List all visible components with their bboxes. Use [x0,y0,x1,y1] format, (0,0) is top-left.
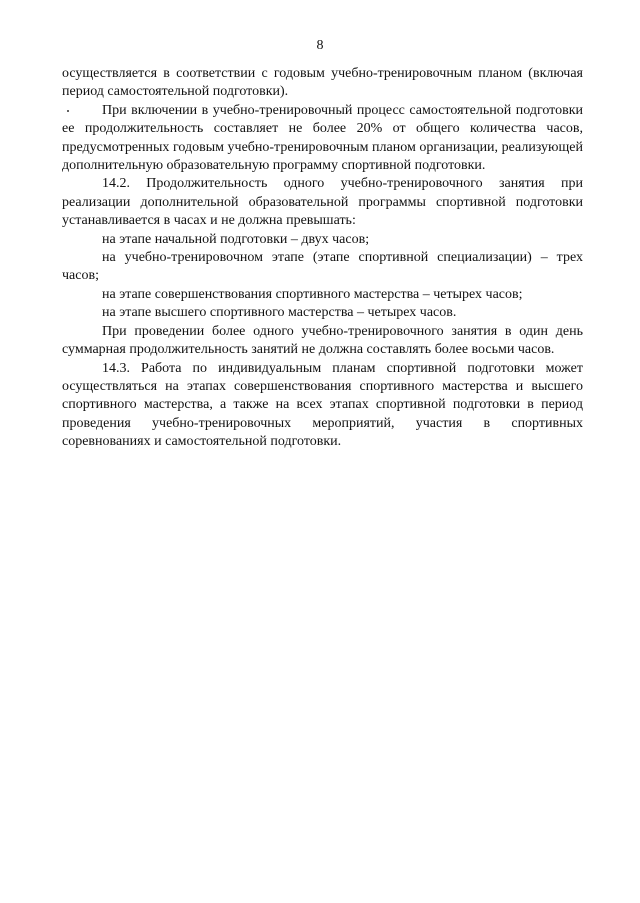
paragraph: При проведении более одного учебно-тренировочного занятия в один день суммарная продолжительность занятий не должна составлять более восьми часов. [62,323,583,358]
paragraph: При включении в учебно-тренировочный процесс самостоятельной подготовки ее продолжительность составляет не более 20% от общего количества часов, предусмотренных годовым учебно-тренировочным планом организации, реализующей дополнительную образовательную программу спортивной подготовки. [62,102,583,174]
paragraph: осуществляется в соответствии с годовым учебно-тренировочным планом (включая период самостоятельной подготовки). [62,66,583,100]
paragraph: на этапе совершенствования спортивного мастерства – четырех часов; [102,286,523,302]
paragraph: 14.3. Работа по индивидуальным планам спортивной подготовки может осуществляться на этапах совершенствования спортивного мастерства и высшего спортивного мастерства, а также на всех этапах спортивной подготовки в период проведения учебно-тренировочных мероприятий, участия в спортивных соревнованиях и самостоятельной подготовки. [62,360,583,450]
paragraph: на этапе начальной подготовки – двух часов; [102,231,370,247]
page-number: 8 [316,38,324,53]
document-body [62,65,583,452]
paragraph: 14.2. Продолжительность одного учебно-тренировочного занятия при реализации дополнительной образовательной программы спортивной подготовки устанавливается в часах и не должна превышать: [62,176,583,229]
paragraph: на этапе высшего спортивного мастерства – четырех часов. [102,305,457,321]
paragraph: на учебно-тренировочном этапе (этапе спортивной специализации) – трех часов; [62,250,583,284]
